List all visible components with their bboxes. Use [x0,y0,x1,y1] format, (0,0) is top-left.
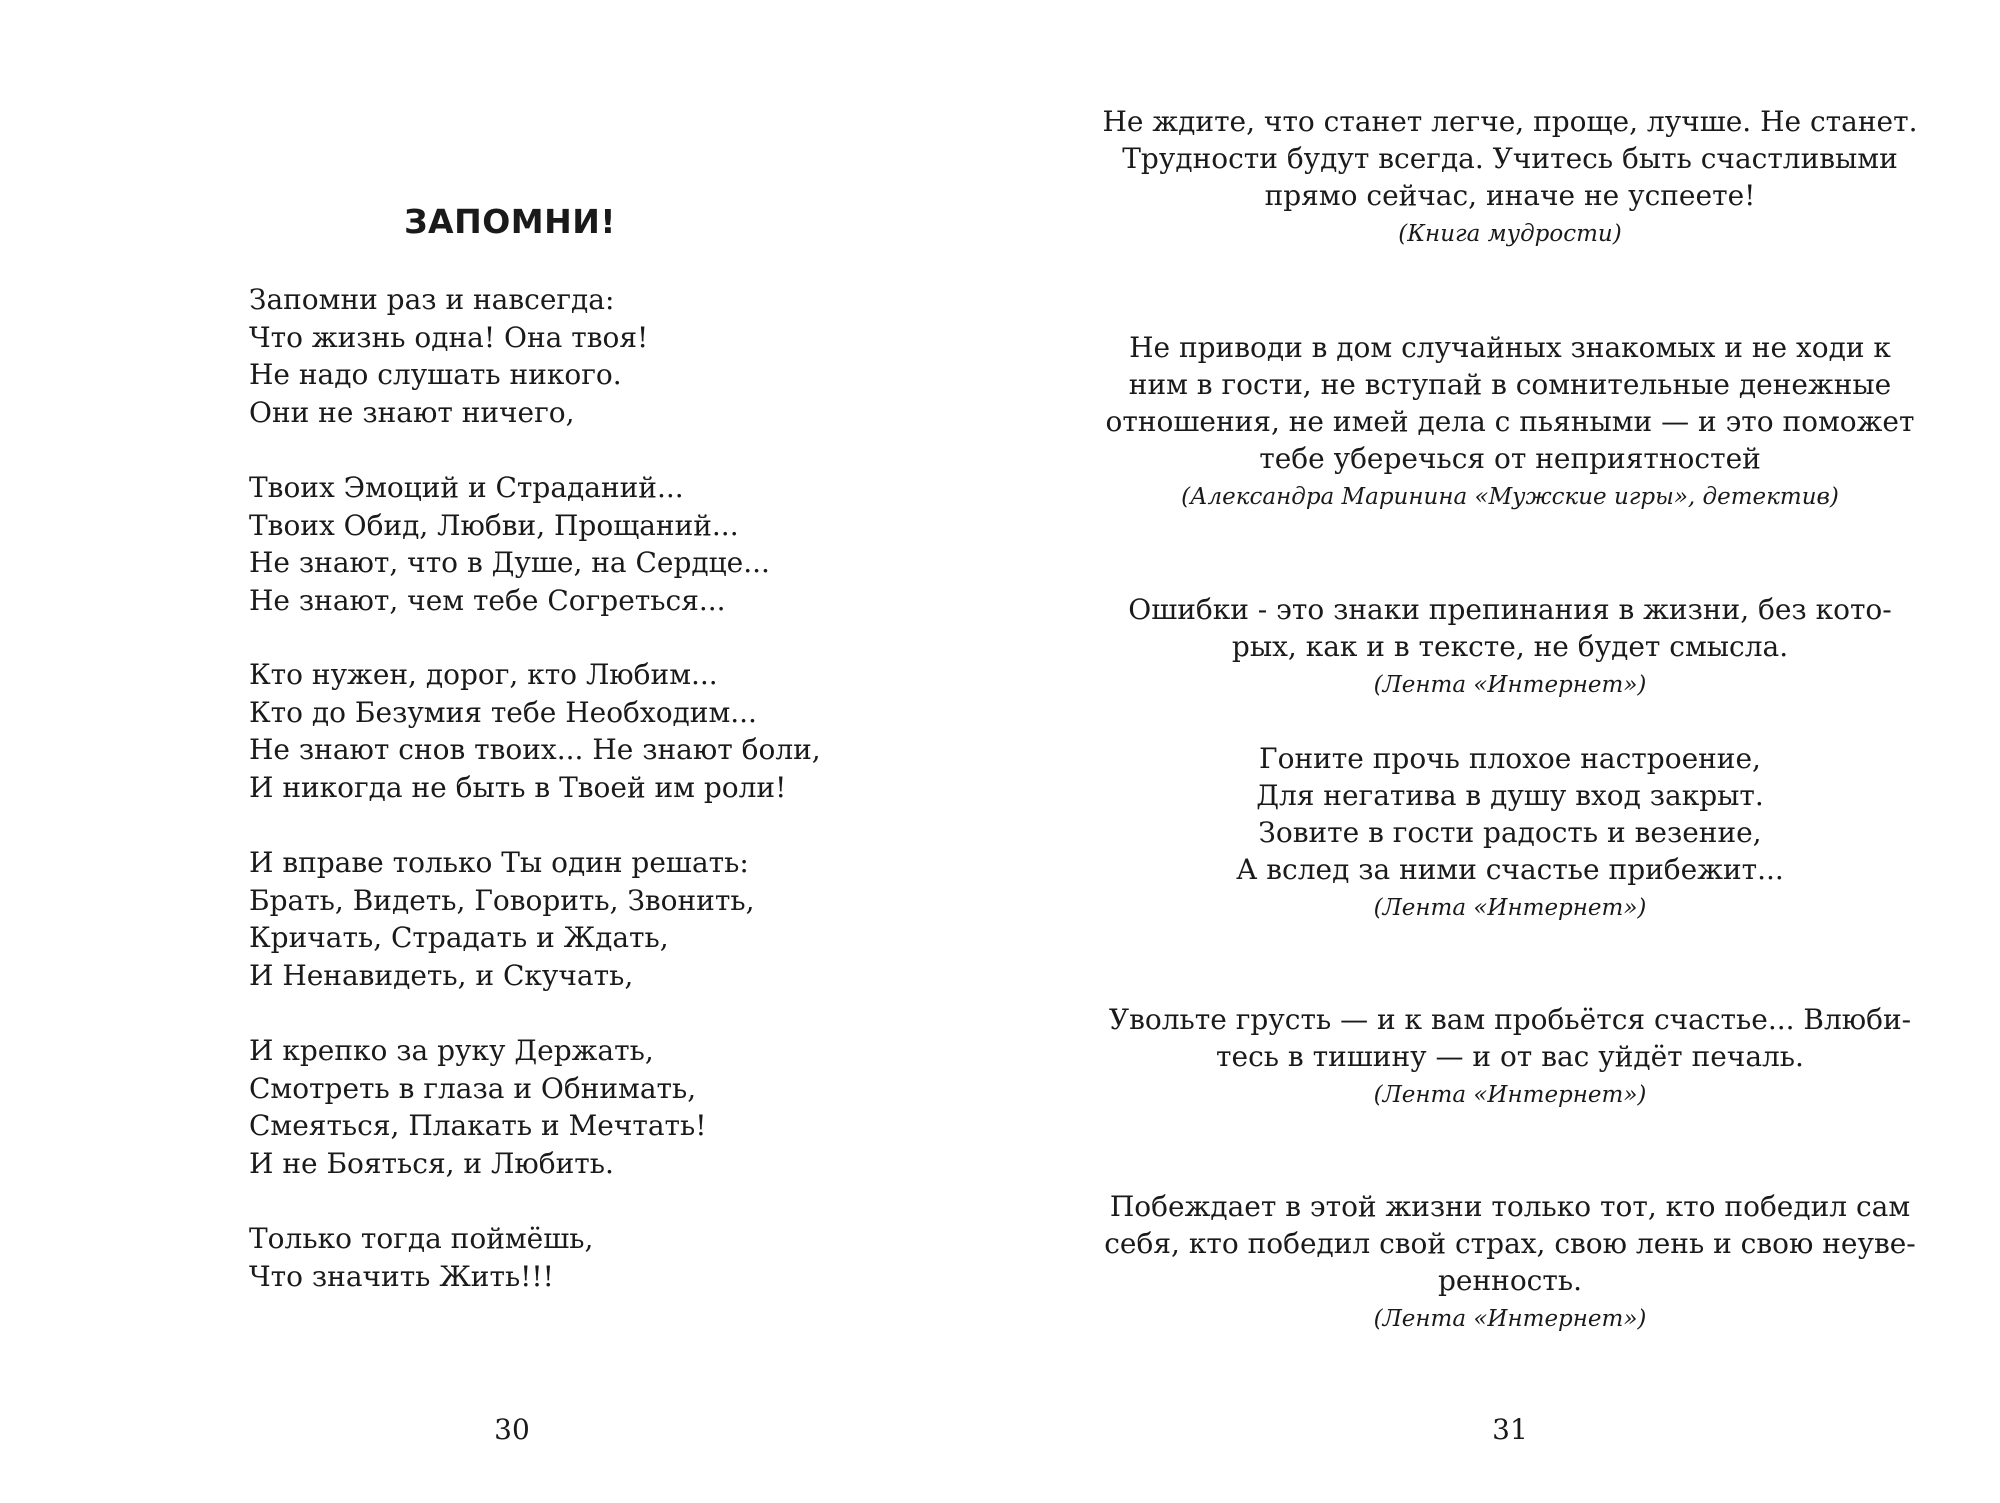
quote-line: тесь в тишину — и от вас уйдёт печаль. [1216,1040,1804,1073]
quote-line: Не ждите, что станет легче, проще, лучше. Не станет. [1102,105,1918,138]
poem-line: И вправе только Ты один решать: [249,846,749,879]
poem-title: ЗАПОМНИ! [404,202,616,241]
poem-line: Кто до Безумия тебе Необходим... [249,695,757,729]
stanza-1 [249,281,648,431]
stanza-6 [249,1220,593,1295]
quote-line: Ошибки - это знаки препинания в жизни, без кото- [1128,593,1892,626]
quote-text [1100,1188,1920,1299]
poem-line: И крепко за руку Держать, [249,1034,654,1067]
quote-line: А вслед за ними счастье прибежит... [1236,853,1784,886]
quote-source: (Лента «Интернет») [1373,1082,1647,1108]
quote-2 [1100,329,1920,515]
poem-line: Что значить Жить!!! [249,1259,554,1293]
quote-line: ренность. [1438,1264,1582,1297]
poem-line: И не Бояться, и Любить. [249,1146,614,1180]
right-page [1000,0,2000,1503]
quote-text [1100,103,1920,214]
quote-source: (Книга мудрости) [1398,221,1622,247]
quote-text [1100,329,1920,477]
page-number-left: 30 [494,1413,530,1446]
quote-source: (Александра Маринина «Мужские игры», детектив) [1181,484,1839,510]
quote-line: себя, кто победил свой страх, свою лень и свою неуве- [1104,1227,1916,1260]
quote-line: Побеждает в этой жизни только тот, кто победил сам [1109,1190,1911,1223]
page-number-right: 31 [1492,1413,1528,1446]
poem-line: Не знают, что в Душе, на Сердце... [249,546,770,579]
poem-line: Смеяться, Плакать и Мечтать! [249,1109,707,1142]
quote-line: Зовите в гости радость и везение, [1258,816,1762,849]
quote-line: тебе уберечься от неприятностей [1259,442,1761,475]
quote-line: Увольте грусть — и к вам пробьётся счастье... Влюби- [1108,1003,1912,1036]
quote-3 [1100,591,1920,703]
quote-text [1100,740,1920,888]
quote-line: рых, как и в тексте, не будет смысла. [1231,630,1789,663]
poem-line: И никогда не быть в Твоей им роли! [249,770,787,804]
quote-text [1100,591,1920,665]
poem-line: Они не знают ничего, [249,395,575,429]
poem-line: Смотреть в глаза и Обнимать, [249,1071,697,1105]
quote-4 [1100,740,1920,926]
quote-text [1100,1001,1920,1075]
poem-line: Не надо слушать никого. [249,358,622,391]
quote-line: отношения, не имей дела с пьяными — и это поможет [1105,405,1915,438]
poem-line: Только тогда поймёшь, [249,1222,594,1255]
quote-line: Гоните прочь плохое настроение, [1259,742,1761,775]
poem-line: И Ненавидеть, и Скучать, [249,958,634,992]
poem-line: Твоих Обид, Любви, Прощаний... [249,508,739,542]
stanza-4 [249,844,754,994]
quote-5 [1100,1001,1920,1113]
poem-line: Что жизнь одна! Она твоя! [249,320,649,354]
poem-line: Кто нужен, дорог, кто Любим... [249,658,718,691]
poem-line: Не знают, чем тебе Согреться... [249,583,726,617]
quote-source: (Лента «Интернет») [1373,895,1647,921]
stanza-2 [249,469,770,619]
quote-1 [1100,103,1920,252]
poem-line: Не знают снов твоих... Не знают боли, [249,733,821,766]
poem-line: Кричать, Страдать и Ждать, [249,921,669,954]
quote-source: (Лента «Интернет») [1373,672,1647,698]
quote-6 [1100,1188,1920,1337]
stanza-3 [249,656,821,806]
quote-line: Для негатива в душу вход закрыт. [1256,779,1764,812]
quote-line: Трудности будут всегда. Учитесь быть счастливыми [1122,142,1898,175]
quote-line: Не приводи в дом случайных знакомых и не ходи к [1129,331,1891,364]
quote-line: прямо сейчас, иначе не успеете! [1264,179,1756,212]
poem-line: Брать, Видеть, Говорить, Звонить, [249,883,755,917]
quote-source: (Лента «Интернет») [1373,1306,1647,1332]
stanza-5 [249,1032,707,1182]
quote-line: ним в гости, не вступай в сомнительные денежные [1128,368,1892,401]
poem-line: Запомни раз и навсегда: [249,283,615,316]
poem-line: Твоих Эмоций и Страданий... [249,471,684,504]
